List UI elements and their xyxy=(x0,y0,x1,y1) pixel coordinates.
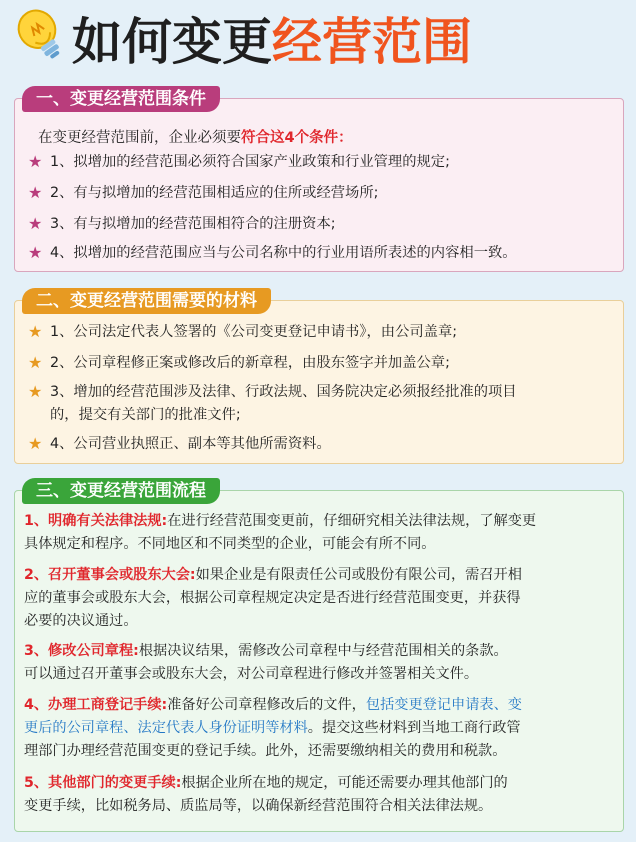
material-item: ★ 1、公司法定代表人签署的《公司变更登记申请书》，由公司盖章; xyxy=(28,320,457,345)
material-item: ★ 2、公司章程修正案或修改后的新章程，由股东签字并加盖公章; xyxy=(28,351,450,376)
section1-tag: 一、变更经营范围条件 xyxy=(22,86,220,112)
section1-intro xyxy=(38,126,353,147)
lightbulb-icon xyxy=(8,2,74,68)
process-step-4: 4、办理工商登记手续:准备好公司章程修改后的文件，包括变更登记申请表、变 更后的公司章程、法定代表人身份证明等材料。提交这些材料到当地工商行政管 理部门办理经营范围变更的登记手续。此外，还需要缴纳相关的费用和税款。 xyxy=(24,697,522,759)
material-item-continued: 的，提交有关部门的批准文件; xyxy=(50,407,241,423)
star-icon: ★ xyxy=(28,214,43,233)
intro-highlight: 符合这4个条件： xyxy=(241,130,353,146)
star-icon: ★ xyxy=(28,243,43,262)
title-part2: 经营范围 xyxy=(272,13,472,71)
section3-tag: 三、变更经营范围流程 xyxy=(22,478,220,504)
condition-item: ★ 1、拟增加的经营范围必须符合国家产业政策和行业管理的规定; xyxy=(28,150,450,175)
star-icon: ★ xyxy=(28,434,43,453)
process-step-1: 1、明确有关法律法规:在进行经营范围变更前，仔细研究相关法律法规，了解变更 具体规定和程序。不同地区和不同类型的企业，可能会有所不同。 xyxy=(24,513,537,552)
star-icon: ★ xyxy=(28,382,43,401)
condition-item: ★ 4、拟增加的经营范围应当与公司名称中的行业用语所表述的内容相一致。 xyxy=(28,241,517,266)
title-part1: 如何变更 xyxy=(72,13,272,71)
condition-item: ★ 2、有与拟增加的经营范围相适应的住所或经营场所; xyxy=(28,181,378,206)
material-item: ★ 4、公司营业执照正、副本等其他所需资料。 xyxy=(28,432,331,457)
process-step-3: 3、修改公司章程:根据决议结果，需修改公司章程中与经营范围相关的条款。 可以通过召开董事会或股东大会，对公司章程进行修改并签署相关文件。 xyxy=(24,643,508,682)
star-icon: ★ xyxy=(28,322,43,341)
process-step-2: 2、召开董事会或股东大会:如果企业是有限责任公司或股份有限公司，需召开相 应的董事会或股东大会，根据公司章程规定决定是否进行经营范围变更，并获得 必要的决议通过。 xyxy=(24,567,522,629)
section2-tag: 二、变更经营范围需要的材料 xyxy=(22,288,271,314)
star-icon: ★ xyxy=(28,183,43,202)
star-icon: ★ xyxy=(28,152,43,171)
intro-text: 在变更经营范围前，企业必须要 xyxy=(38,130,241,146)
process-step-5: 5、其他部门的变更手续:根据企业所在地的规定，可能还需要办理其他部门的 变更手续，比如税务局、质监局等，以确保新经营范围符合相关法律法规。 xyxy=(24,775,508,814)
page-title xyxy=(72,12,472,72)
star-icon: ★ xyxy=(28,353,43,372)
condition-item: ★ 3、有与拟增加的经营范围相符合的注册资本; xyxy=(28,212,336,237)
material-item: ★ 3、增加的经营范围涉及法律、行政法规、国务院决定必须报经批准的项目 xyxy=(28,380,517,405)
